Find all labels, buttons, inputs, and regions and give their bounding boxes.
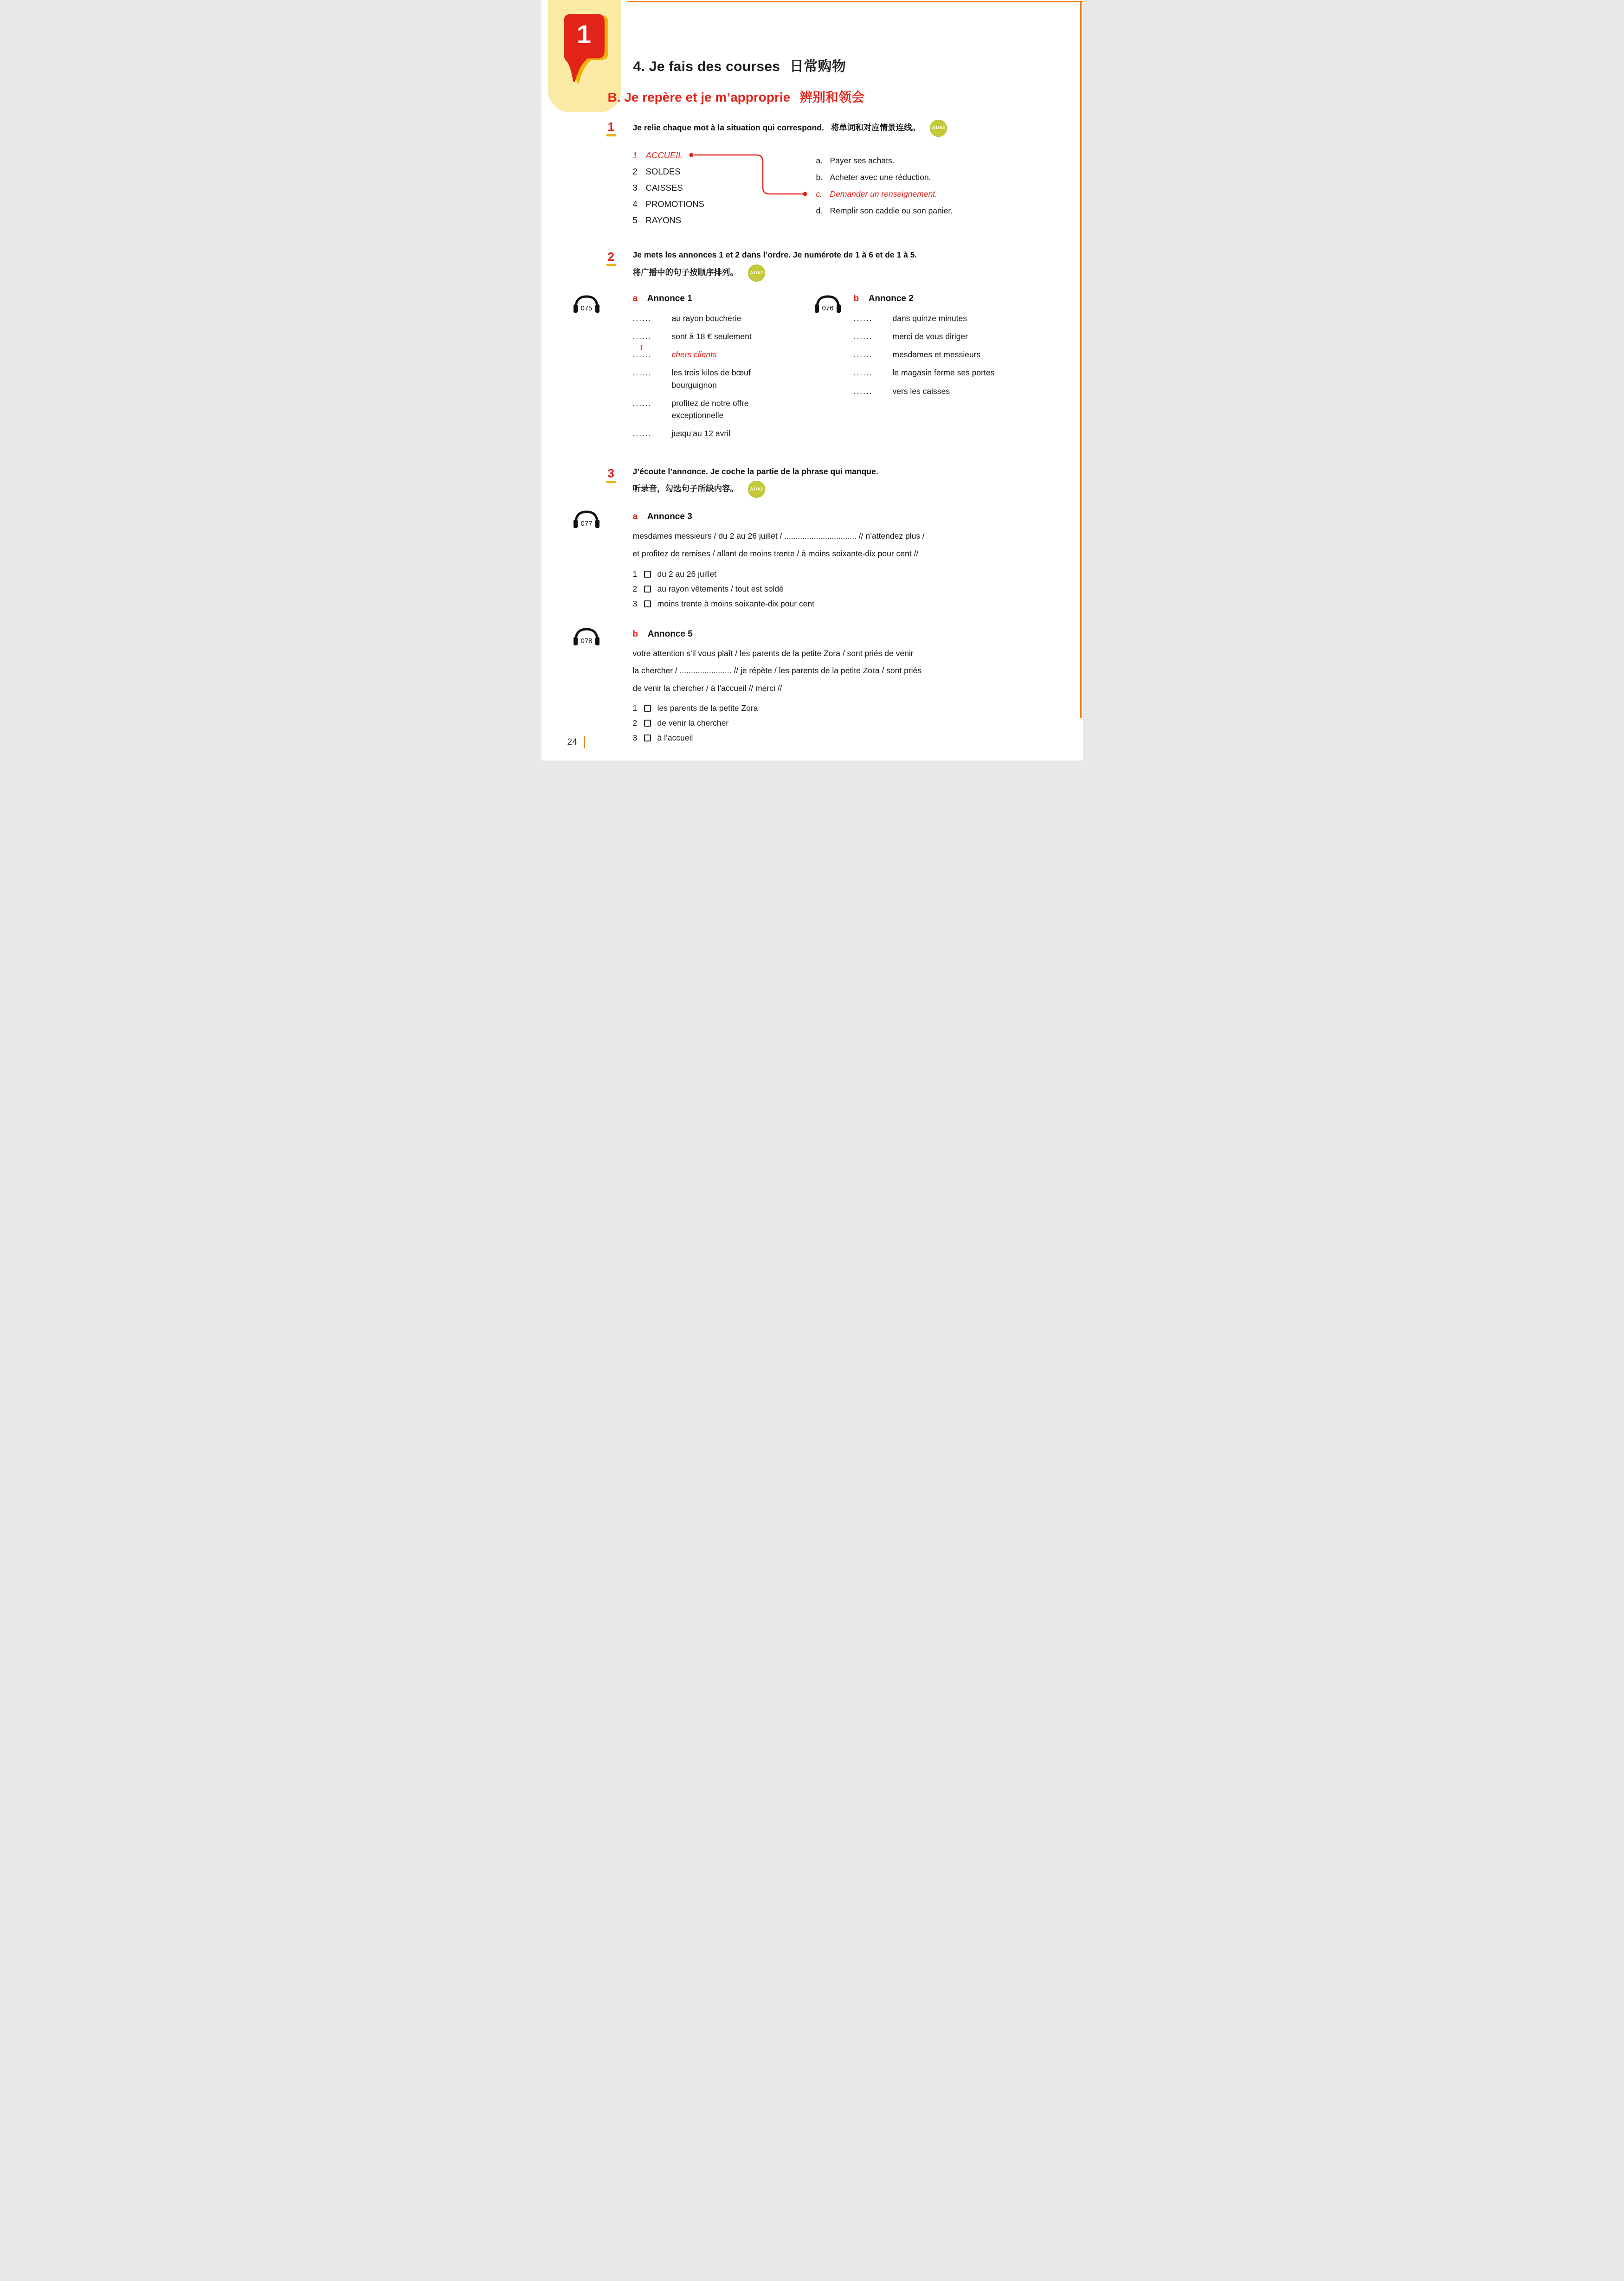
option-text: de venir la chercher [657,718,729,728]
exercise-1-number: 1 [606,120,633,136]
section-heading-fr: B. Je repère et je m’approprie [607,90,791,104]
top-trim-line [627,1,1083,2]
annonce-2-title: Annonce 2 [868,293,914,303]
word-item [633,212,772,228]
page-title [633,55,1059,75]
ordering-item: ...... au rayon boucherie [633,312,813,324]
handwritten-answer: 1 [639,343,644,353]
situation-item [816,169,953,186]
exercise-3-instruction-zh: 听录音，勾选句子所缺内容。 [632,484,738,494]
answer-blank[interactable]: ...... 1 [633,348,672,361]
checkbox[interactable] [644,705,651,712]
annonce-5-title: Annonce 5 [647,629,693,639]
situation-list [816,147,953,228]
exercise-3-instruction-zh-line [633,481,1059,498]
situation-text: Acheter avec une réduction. [830,172,931,182]
ordering-item: ...... merci de vous diriger [854,330,1059,342]
ordering-item: ...... 1 chers clients [633,348,813,361]
page-title-zh: 日常购物 [789,59,846,74]
word-item [633,180,772,196]
headphone-audio-icon[interactable] [813,295,843,316]
option-item [633,733,1059,743]
exercise-2-number: 2 [606,250,633,266]
situation-letter: c. [816,189,823,199]
option-item [633,703,1059,713]
exercise-3-instruction-fr: J’écoute l’annonce. Je coche la partie de la phrase qui manque. [632,466,878,476]
annonce-3-heading [633,512,1059,522]
answer-blank[interactable]: ...... [853,386,873,396]
word-number: 5 [632,215,638,225]
word-text: ACCUEIL [645,150,683,160]
word-number: 2 [632,166,638,176]
annonce-1-column [633,294,813,446]
exercise-3-number: 3 [606,466,633,483]
headphone-audio-icon[interactable] [572,295,601,316]
option-item [633,569,1059,579]
situation-letter: b. [816,172,823,182]
transcript-line: et profitez de remises / allant de moins trente / à moins soixante-dix pour cent // [632,548,919,558]
word-text: SOLDES [645,166,681,176]
annonce-columns [572,294,1059,446]
option-item [633,599,1059,609]
situation-letter: a. [816,155,823,165]
answer-blank[interactable]: ...... [632,313,652,323]
situation-item [816,202,953,219]
checkbox[interactable] [644,720,651,727]
answer-blank[interactable]: ...... [853,350,873,360]
annonce-3-label: a [632,512,638,522]
audio-track-number: 078 [580,637,593,645]
situation-text: Demander un renseignement. [830,189,938,199]
audio-track-number: 077 [580,520,593,528]
situation-letter: d. [816,206,823,215]
page-number-trim [584,736,585,748]
option-number: 3 [632,599,638,608]
option-text: à l’accueil [657,733,693,743]
option-number: 3 [632,733,638,743]
checkbox[interactable] [644,600,651,607]
annonce-3-transcript [633,528,1059,562]
option-number: 1 [632,703,638,713]
situation-text: Remplir son caddie ou son panier. [830,206,953,215]
option-text: du 2 au 26 juillet [657,569,716,579]
ordering-item: ...... jusqu’au 12 avril [633,427,813,439]
annonce-2-label: b [853,293,859,303]
annonce-2-column [854,294,1059,446]
situation-item [816,186,953,202]
answer-blank[interactable]: ...... [853,313,873,323]
chapter-number-badge [564,14,608,84]
section-heading-zh: 辨别和领会 [799,90,865,104]
word-list [633,147,772,228]
textbook-page [541,0,1083,760]
annonce-5-heading [633,629,1059,639]
word-item [633,196,772,212]
word-number: 1 [632,150,638,160]
checkbox[interactable] [644,571,651,578]
word-item [633,163,772,180]
ordering-item: ...... dans quinze minutes [854,312,1059,324]
transcript-line: votre attention s’il vous plaît / les parents de la petite Zora / sont priés de venir [632,648,914,658]
annonce-1-heading [633,294,813,304]
option-text: les parents de la petite Zora [657,703,758,713]
exercise-2 [580,250,1059,446]
level-badge: A1/A2 [748,264,765,282]
audio-track-076[interactable] [813,294,854,446]
word-item [633,147,772,163]
audio-track-075[interactable] [572,294,633,446]
transcript-line: mesdames messieurs / du 2 au 26 juillet / ................................ // n’attendez plus / [632,531,925,541]
answer-blank[interactable]: ...... [853,331,873,341]
word-number: 4 [632,199,638,209]
option-number: 2 [632,718,638,728]
annonce-3-title: Annonce 3 [647,512,692,522]
audio-track-number: 076 [821,304,834,312]
annonce-2-items [854,312,1059,397]
exercise-1-instruction-fr: Je relie chaque mot à la situation qui correspond. [632,123,824,133]
exercise-2-instruction [633,250,1059,261]
option-number: 2 [632,584,638,593]
exercise-1-instruction [633,120,1059,137]
annonce-1-label: a [632,293,638,303]
exercise-1 [606,120,1059,228]
checkbox[interactable] [644,586,651,593]
annonce-5-label: b [632,629,638,639]
option-item [633,718,1059,728]
answer-blank[interactable]: ...... [632,398,652,408]
level-badge: A1/A2 [748,481,765,498]
audio-track-number: 075 [580,304,593,312]
annonce-1-title: Annonce 1 [647,293,692,303]
exercise-3 [580,466,1059,748]
exercise-2-instruction-zh-line [633,264,1059,282]
page-content [580,55,1059,748]
exercise-2-instruction-zh: 将广播中的句子按顺序排列。 [632,267,738,277]
transcript-line: la chercher / ....................... // je répète / les parents de la petite Zora / sont priés [632,666,922,676]
ordering-item: ...... le magasin ferme ses portes [854,367,1059,379]
ordering-item: ...... sont à 18 € seulement [633,330,813,342]
situation-item [816,152,953,169]
answer-blank[interactable]: ...... [632,331,652,341]
level-badge: A1/A2 [930,120,947,137]
annonce-2-heading [854,294,1059,304]
ordering-item: ...... profitez de notre offre exceptionnelle [633,397,813,422]
exercise-1-instruction-zh: 将单词和对应情景连线。 [831,123,921,133]
answer-blank[interactable]: ...... [853,368,873,378]
ordering-item: ...... les trois kilos de bœuf bourguignon [633,367,813,391]
page-title-fr: 4. Je fais des courses [633,59,780,74]
ordering-item: ...... mesdames et messieurs [854,348,1059,361]
annonce-3-block [580,512,1059,608]
option-text: moins trente à moins soixante-dix pour cent [657,599,814,608]
audio-track-078[interactable] [572,627,601,649]
word-text: CAISSES [645,182,683,193]
checkbox[interactable] [644,735,651,741]
exercise-3-instruction [633,466,1059,477]
answer-blank[interactable]: ...... [632,368,652,378]
page-number: 24 [567,736,585,748]
answer-blank[interactable]: ...... [632,429,652,438]
annonce-5-block [580,629,1059,743]
section-heading [608,87,1059,106]
chapter-number: 1 [576,19,592,49]
word-text: PROMOTIONS [645,199,704,209]
audio-track-077[interactable] [572,510,601,532]
option-item [633,584,1059,594]
ordering-item: ...... vers les caisses [854,385,1059,397]
annonce-5-options [633,703,1059,743]
option-text: au rayon vêtements / tout est soldé [657,584,784,593]
situation-text: Payer ses achats. [830,155,895,165]
annonce-3-options [633,569,1059,609]
transcript-line: de venir la chercher / à l’accueil // merci // [632,683,782,693]
word-number: 3 [632,182,638,193]
annonce-5-transcript [633,645,1059,697]
annonce-1-items [633,312,813,440]
right-trim-line [1080,1,1082,718]
option-number: 1 [632,569,638,579]
word-text: RAYONS [645,215,682,225]
matching-exercise [633,147,1059,228]
exercise-2-instruction-fr: Je mets les annonces 1 et 2 dans l’ordre. Je numérote de 1 à 6 et de 1 à 5. [632,250,917,259]
